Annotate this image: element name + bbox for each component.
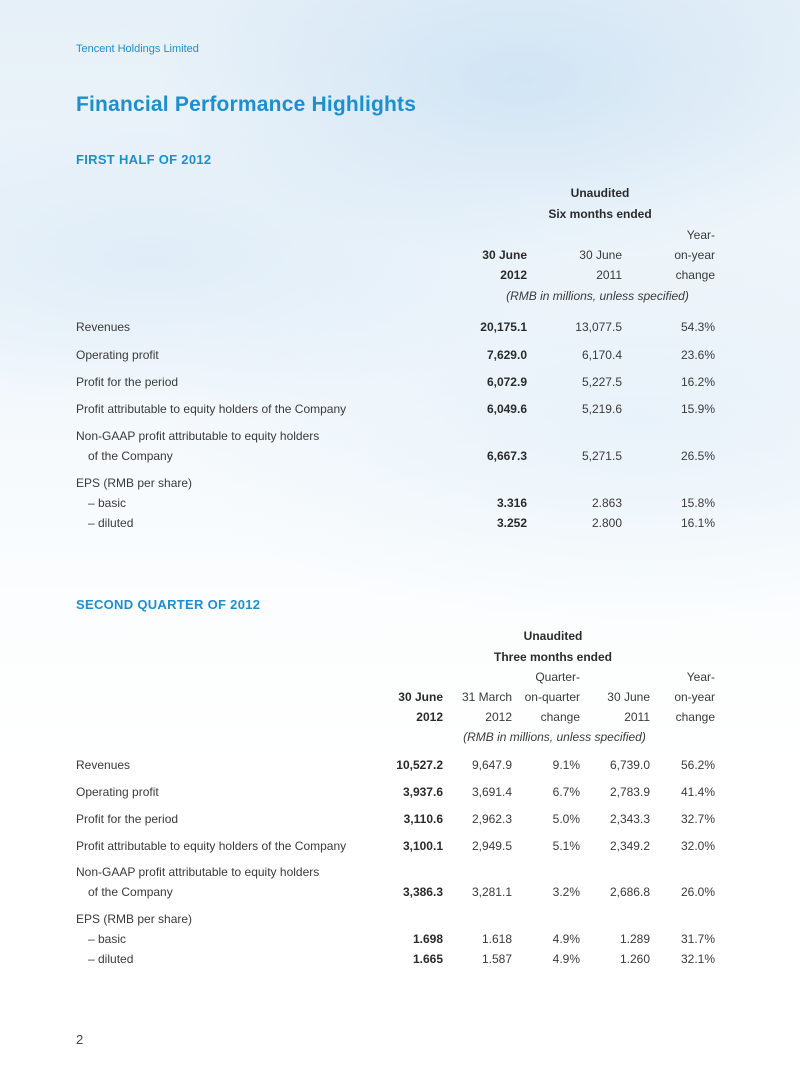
table-row-label: – diluted	[88, 952, 134, 966]
table-cell-yoy: 54.3%	[680, 320, 715, 334]
quarter-unit-note: (RMB in millions, unless specified)	[463, 730, 646, 744]
table-row-label-continued: of the Company	[88, 449, 173, 463]
quarter-yoy-header-1: Year-	[686, 670, 715, 684]
table-cell-qoq: 5.0%	[552, 812, 580, 826]
quarter-yoy-header-2: on-year	[674, 690, 715, 704]
table-cell-march: 2,949.5	[471, 839, 512, 853]
half-year-yoy-header-2: on-year	[674, 248, 715, 262]
table-row-label: EPS (RMB per share)	[76, 476, 193, 490]
table-cell-current: 6,072.9	[486, 375, 527, 389]
table-cell-yoy: 15.9%	[680, 402, 715, 416]
quarter-qoq-header-2: on-quarter	[524, 690, 580, 704]
table-row-label: Revenues	[76, 320, 131, 334]
quarter-march-header-1: 31 March	[461, 690, 512, 704]
table-cell-current: 3,100.1	[402, 839, 443, 853]
quarter-current-header-1: 30 June	[398, 690, 443, 704]
table-cell-qoq: 3.2%	[552, 885, 580, 899]
table-cell-current: 3,110.6	[403, 812, 443, 826]
half-year-period-header: Six months ended	[548, 207, 652, 221]
table-row-label: Non-GAAP profit attributable to equity holders	[76, 865, 320, 879]
table-cell-current: 3.316	[496, 496, 527, 510]
table-cell-prior: 5,227.5	[581, 375, 622, 389]
table-cell-current: 6,049.6	[486, 402, 527, 416]
table-cell-yoy: 26.0%	[680, 885, 715, 899]
table-cell-prior: 2,783.9	[609, 785, 650, 799]
table-cell-prior: 6,739.0	[609, 758, 650, 772]
company-name: Tencent Holdings Limited	[76, 43, 199, 55]
page-title: Financial Performance Highlights	[76, 93, 417, 116]
table-row-label: Operating profit	[76, 348, 159, 362]
half-year-unit-note: (RMB in millions, unless specified)	[506, 289, 689, 303]
half-year-section-title: FIRST HALF OF 2012	[76, 152, 212, 167]
table-cell-current: 6,667.3	[486, 449, 527, 463]
table-cell-current: 10,527.2	[396, 758, 443, 772]
table-cell-prior: 13,077.5	[575, 320, 622, 334]
half-year-current-header-2: 2012	[500, 268, 527, 282]
table-cell-prior: 2,343.3	[609, 812, 650, 826]
table-cell-yoy: 56.2%	[680, 758, 715, 772]
half-year-prior-header-1: 30 June	[579, 248, 622, 262]
quarter-section-title: SECOND QUARTER OF 2012	[76, 597, 261, 612]
table-cell-qoq: 9.1%	[552, 758, 580, 772]
table-cell-current: 3.252	[496, 516, 527, 530]
table-cell-qoq: 4.9%	[552, 952, 580, 966]
page-number: 2	[76, 1032, 84, 1047]
table-cell-current: 3,386.3	[402, 885, 443, 899]
quarter-current-header-2: 2012	[416, 710, 443, 724]
table-cell-yoy: 32.7%	[680, 812, 715, 826]
table-row-label: Profit for the period	[76, 812, 179, 826]
table-row-label-continued: of the Company	[88, 885, 173, 899]
table-cell-yoy: 32.0%	[680, 839, 715, 853]
table-cell-yoy: 23.6%	[680, 348, 715, 362]
table-cell-prior: 2.800	[591, 516, 622, 530]
table-cell-yoy: 16.2%	[680, 375, 715, 389]
table-row-label: – diluted	[88, 516, 134, 530]
quarter-qoq-header-3: change	[540, 710, 580, 724]
half-year-yoy-header-1: Year-	[686, 228, 715, 242]
table-row-label: Profit for the period	[76, 375, 179, 389]
table-cell-prior: 1.289	[619, 932, 650, 946]
table-cell-yoy: 15.8%	[680, 496, 715, 510]
table-cell-current: 1.665	[412, 952, 443, 966]
quarter-march-header-2: 2012	[485, 710, 512, 724]
half-year-prior-header-2: 2011	[596, 268, 622, 282]
table-cell-prior: 1.260	[619, 952, 650, 966]
table-cell-current: 1.698	[412, 932, 443, 946]
table-row-label: Revenues	[76, 758, 131, 772]
table-row-label: Profit attributable to equity holders of the Company	[76, 839, 347, 853]
table-cell-qoq: 6.7%	[552, 785, 580, 799]
table-cell-yoy: 41.4%	[680, 785, 715, 799]
table-cell-march: 3,281.1	[471, 885, 512, 899]
quarter-group-header: Unaudited	[523, 629, 583, 643]
table-cell-prior: 6,170.4	[581, 348, 622, 362]
table-cell-prior: 2,686.8	[609, 885, 650, 899]
quarter-qoq-header-1: Quarter-	[535, 670, 580, 684]
quarter-yoy-header-3: change	[675, 710, 715, 724]
table-cell-prior: 5,219.6	[581, 402, 622, 416]
table-cell-yoy: 31.7%	[680, 932, 715, 946]
table-row-label: Non-GAAP profit attributable to equity holders	[76, 429, 320, 443]
table-cell-march: 9,647.9	[471, 758, 512, 772]
table-cell-yoy: 26.5%	[680, 449, 715, 463]
quarter-prior-header-2: 2011	[624, 710, 650, 724]
table-cell-current: 3,937.6	[402, 785, 443, 799]
table-cell-prior: 5,271.5	[581, 449, 622, 463]
quarter-prior-header-1: 30 June	[607, 690, 650, 704]
half-year-current-header-1: 30 June	[482, 248, 527, 262]
table-cell-march: 3,691.4	[471, 785, 512, 799]
table-cell-march: 2,962.3	[471, 812, 512, 826]
quarter-period-header: Three months ended	[493, 650, 612, 664]
table-cell-march: 1.587	[481, 952, 512, 966]
table-cell-yoy: 16.1%	[680, 516, 715, 530]
table-row-label: – basic	[88, 932, 127, 946]
half-year-group-header: Unaudited	[570, 186, 630, 200]
table-cell-qoq: 4.9%	[552, 932, 580, 946]
table-row-label: Profit attributable to equity holders of the Company	[76, 402, 347, 416]
table-cell-qoq: 5.1%	[552, 839, 580, 853]
table-cell-current: 7,629.0	[486, 348, 527, 362]
table-cell-current: 20,175.1	[480, 320, 527, 334]
table-cell-prior: 2,349.2	[609, 839, 650, 853]
table-cell-yoy: 32.1%	[680, 952, 715, 966]
table-row-label: EPS (RMB per share)	[76, 912, 193, 926]
half-year-yoy-header-3: change	[675, 268, 715, 282]
table-row-label: – basic	[88, 496, 127, 510]
table-cell-prior: 2.863	[591, 496, 622, 510]
table-row-label: Operating profit	[76, 785, 159, 799]
table-cell-march: 1.618	[481, 932, 512, 946]
